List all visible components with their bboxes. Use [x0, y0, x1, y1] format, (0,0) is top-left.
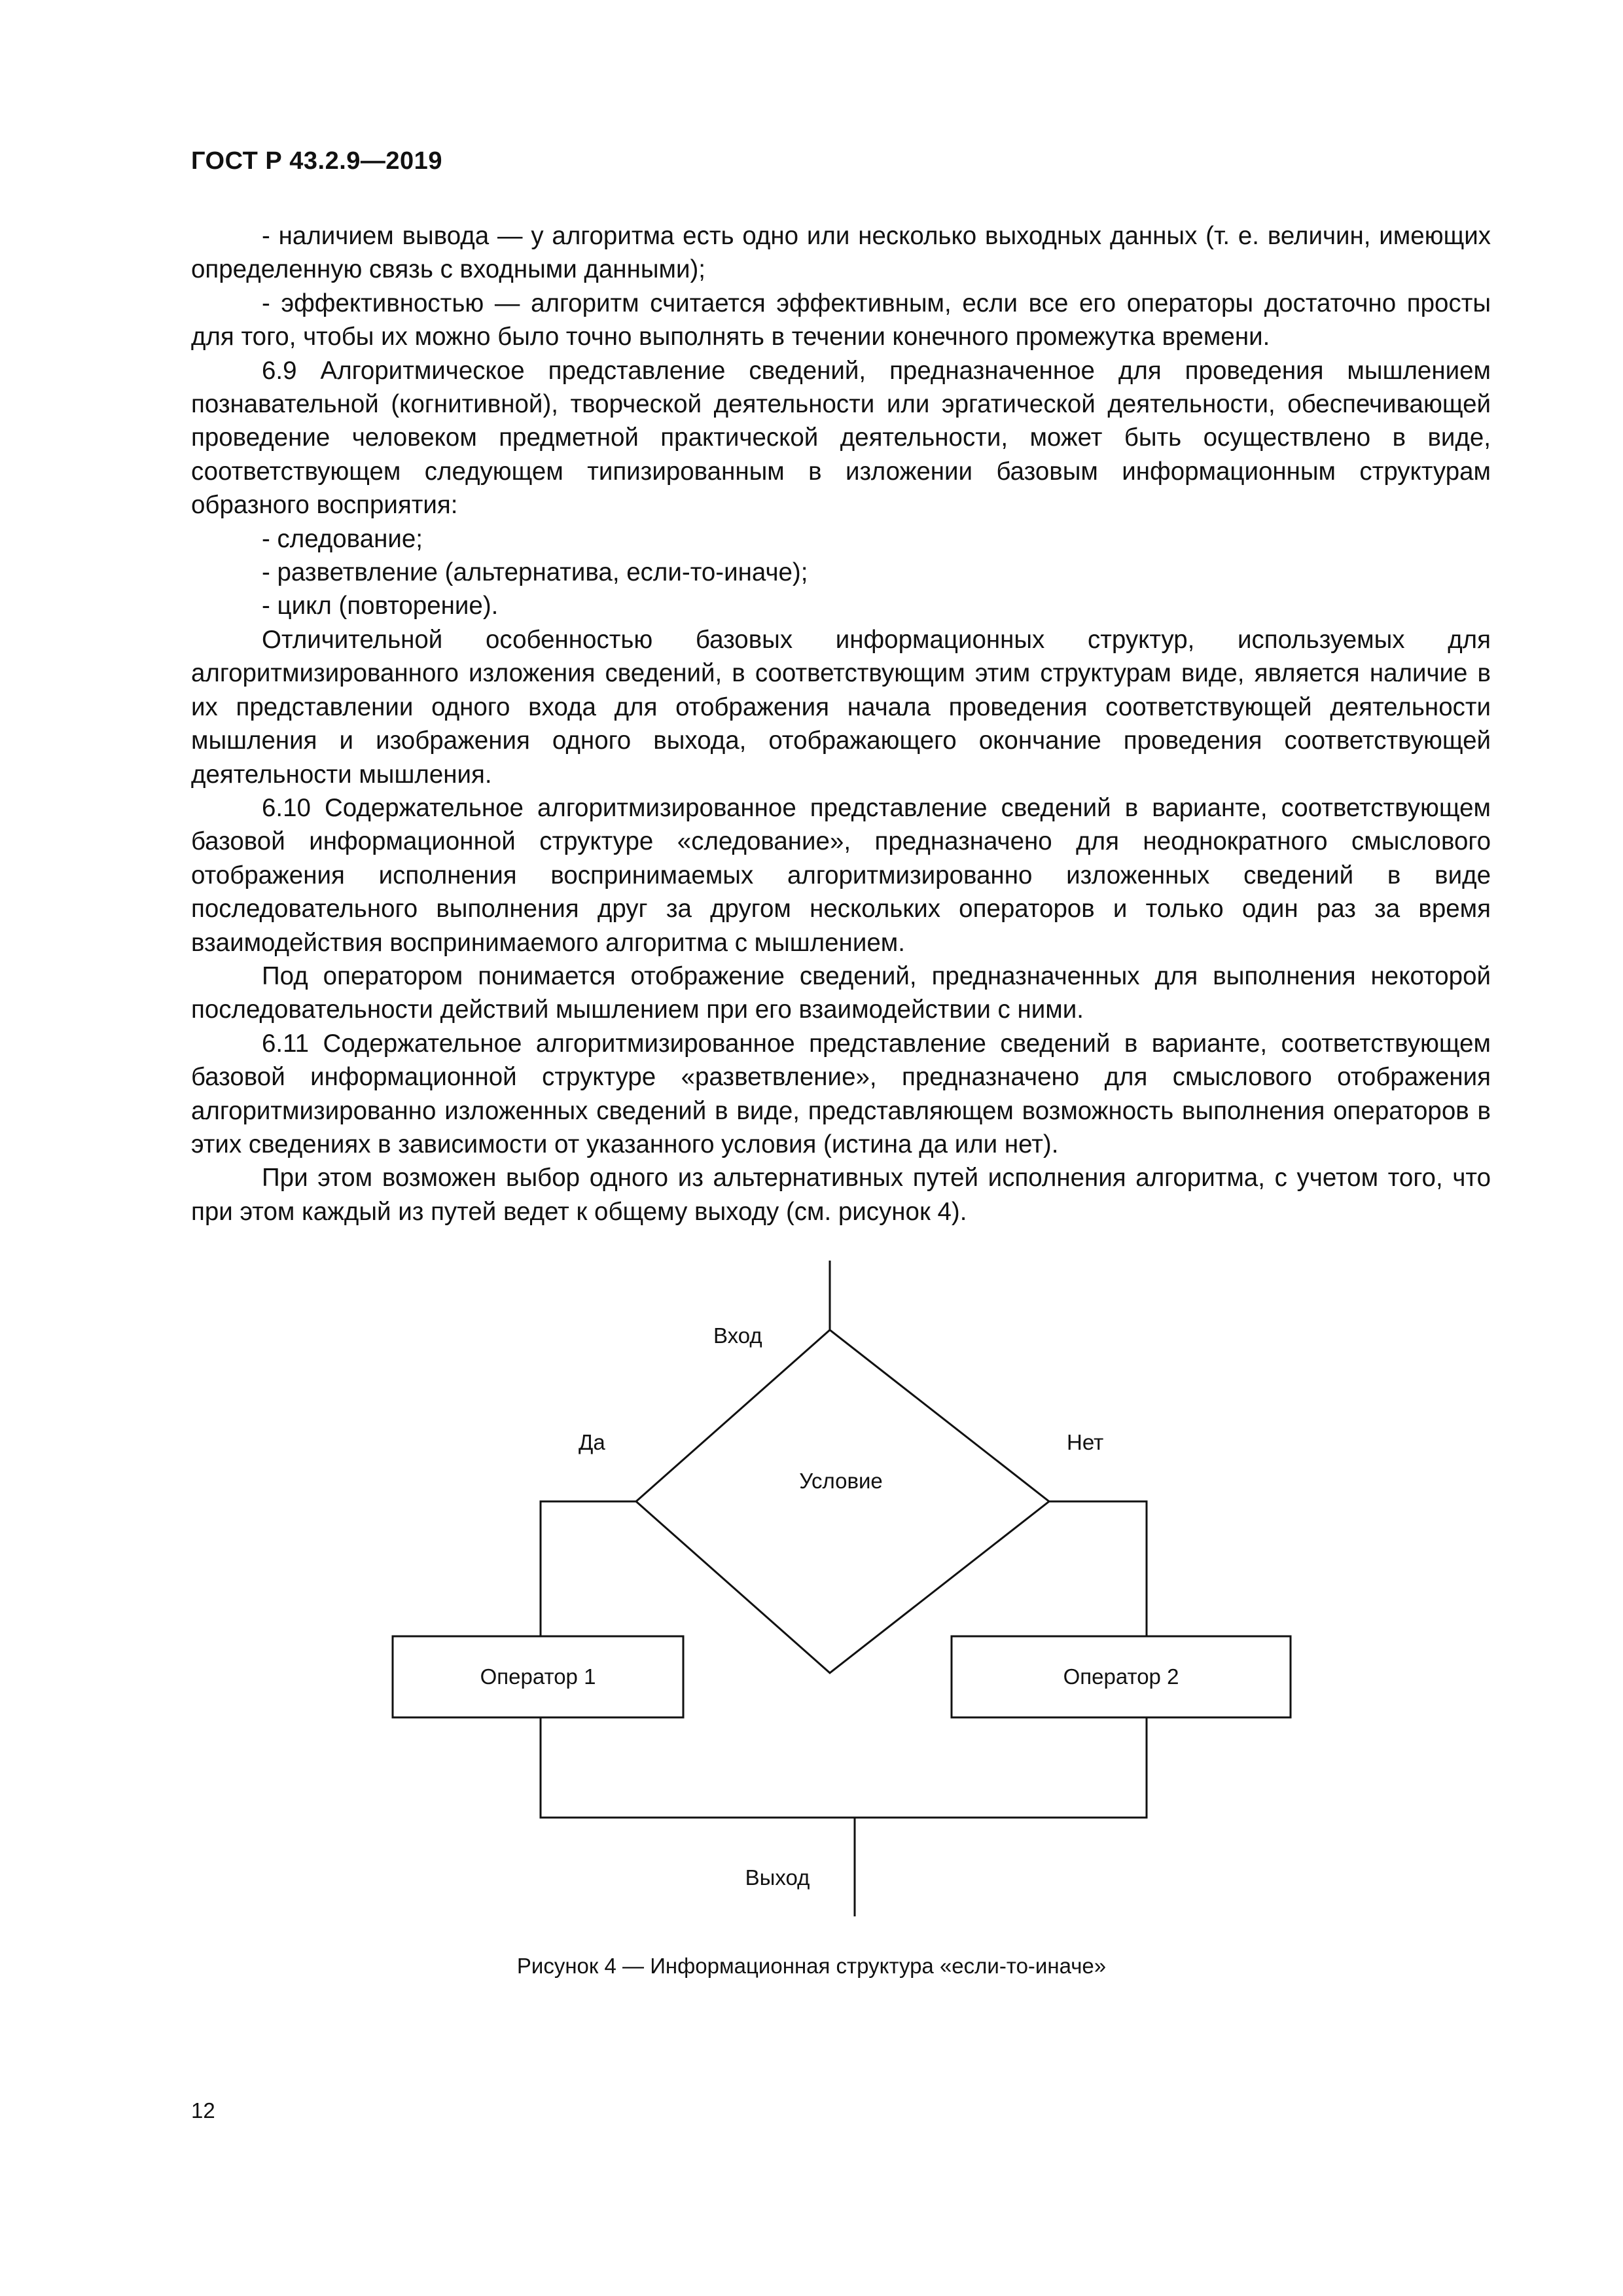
- entry-label: Вход: [713, 1323, 762, 1348]
- figure-caption: Рисунок 4 — Информационная структура «если-то-иначе»: [516, 1954, 1107, 1978]
- yes-branch-line: [541, 1501, 636, 1636]
- paragraph: - эффективностью — алгоритм считается эффективным, если все его операторы достаточно просты для того, чтобы их можно было точно выполнять в течении конечного промежутка времени.: [191, 289, 1491, 351]
- operator2-label: Оператор 2: [1063, 1664, 1179, 1689]
- merge-line: [541, 1717, 1147, 1818]
- flowchart-if-then-else: [0, 1230, 1623, 1937]
- condition-label: Условие: [799, 1469, 883, 1493]
- paragraph: 6.11 Содержательное алгоритмизированное представление сведений в варианте, соответствующем базовой информационной структуре «разветвление», предназначено для смыслового отображения алгоритмизированно изложенных сведений в виде, представляющем возможность выполнения операторов в этих сведениях в зависимости от указанного условия (истина да или нет).: [191, 1029, 1491, 1158]
- operator1-label: Оператор 1: [480, 1664, 596, 1689]
- page-number: 12: [191, 2098, 215, 2123]
- body-text: [191, 219, 1491, 1229]
- paragraph: - цикл (повторение).: [262, 592, 499, 620]
- paragraph: - следование;: [262, 524, 423, 553]
- exit-label: Выход: [745, 1865, 810, 1890]
- paragraph: При этом возможен выбор одного из альтернативных путей исполнения алгоритма, с учетом того, что при этом каждый из путей ведет к общему выходу (см. рисунок 4).: [191, 1164, 1491, 1226]
- paragraph: 6.9 Алгоритмическое представление сведений, предназначенное для проведения мышлением познавательной (когнитивной), творческой деятельности или эргатической деятельности, обеспечивающей проведение человеком предметной практической деятельности, может быть осуществлено в виде, соответствующем следующем типизированным в изложении базовым информационным структурам образного восприятия:: [191, 356, 1491, 520]
- no-branch-line: [1049, 1501, 1147, 1636]
- yes-label: Да: [579, 1430, 605, 1454]
- paragraph: - разветвление (альтернатива, если-то-иначе);: [262, 558, 808, 587]
- paragraph: Под оператором понимается отображение сведений, предназначенных для выполнения некоторой последовательности действий мышлением при его взаимодействии с ними.: [191, 961, 1491, 1024]
- document-header: ГОСТ Р 43.2.9—2019: [191, 147, 442, 175]
- paragraph: 6.10 Содержательное алгоритмизированное представление сведений в варианте, соответствующем базовой информационной структуре «следование», предназначено для неоднократного смыслового отображения исполнения воспринимаемых алгоритмизированно изложенных сведений в виде последовательного выполнения друг за другом нескольких операторов и только один раз за время взаимодействия воспринимаемого алгоритма с мышлением.: [191, 793, 1491, 957]
- paragraph: Отличительной особенностью базовых информационных структур, используемых для алгоритмизированного изложения сведений, в соответствующим этим структурам виде, является наличие в их представлении одного входа для отображения начала проведения соответствующей деятельности мышления и изображения одного выхода, отображающего окончание проведения соответствующей деятельности мышления.: [191, 625, 1491, 789]
- paragraph: - наличием вывода — у алгоритма есть одно или несколько выходных данных (т. е. величин, имеющих определенную связь с входными данными);: [191, 222, 1491, 284]
- condition-diamond: [636, 1330, 1049, 1673]
- no-label: Нет: [1067, 1430, 1104, 1454]
